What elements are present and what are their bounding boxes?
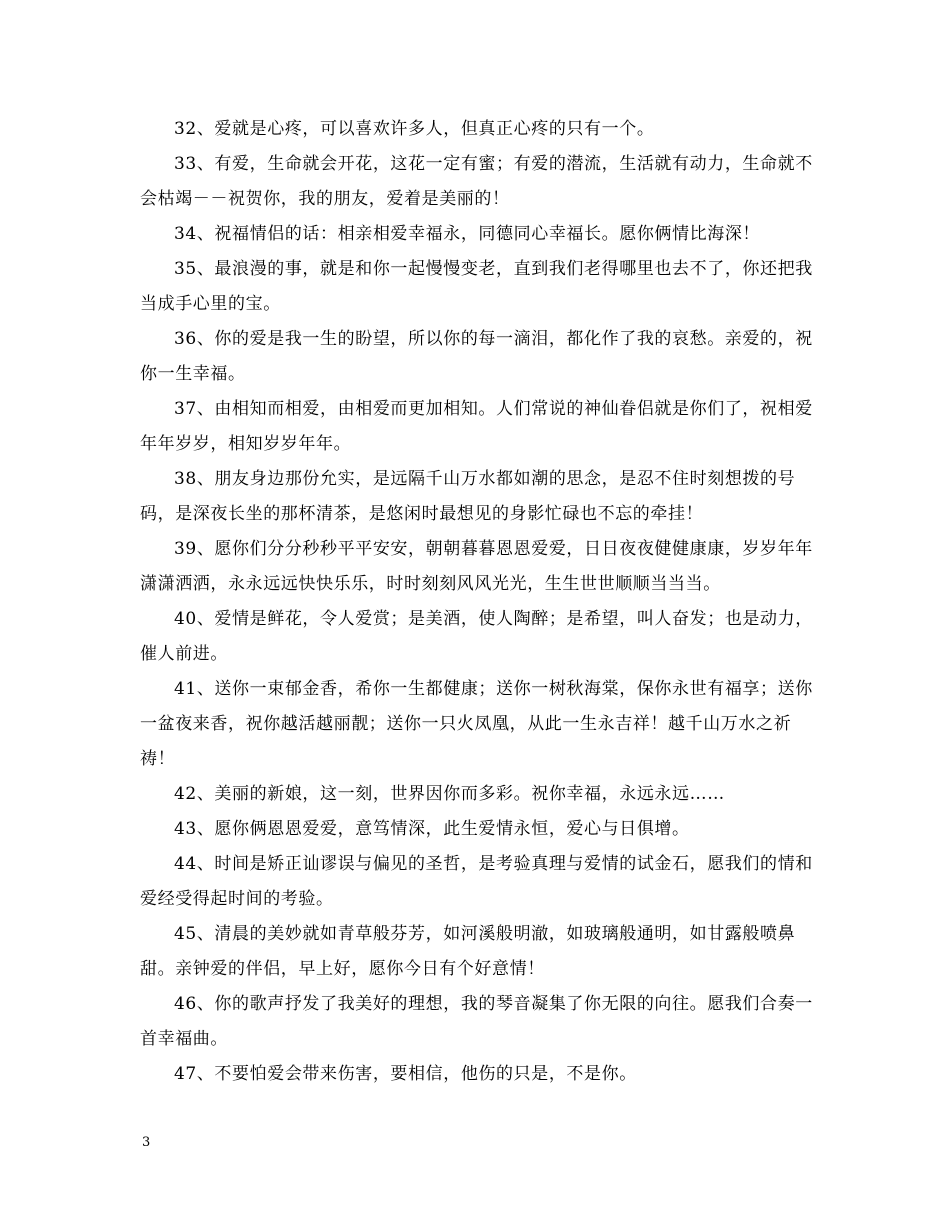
paragraph-45: 45、清晨的美妙就如青草般芬芳，如河溪般明澈，如玻璃般通明，如甘露般喷鼻甜。亲钟爱的伴侣，早上好，愿你今日有个好意情！ (140, 924, 796, 979)
page-number: 3 (142, 1135, 151, 1150)
paragraph-38: 38、朋友身边那份允实，是远隔千山万水都如潮的思念，是忍不住时刻想拨的号码，是深夜长坐的那杯清茶，是悠闲时最想见的身影忙碌也不忘的牵挂！ (140, 469, 796, 524)
paragraph-36: 36、你的爱是我一生的盼望，所以你的每一滴泪，都化作了我的哀愁。亲爱的，祝你一生幸福。 (140, 329, 813, 384)
paragraph-40: 40、爱情是鲜花，令人爱赏；是美酒，使人陶醉；是希望，叫人奋发；也是动力，催人前进。 (140, 609, 813, 664)
paragraph-39: 39、愿你们分分秒秒平平安安，朝朝暮暮恩恩爱爱，日日夜夜健健康康，岁岁年年潇潇洒洒，永永远远快快乐乐，时时刻刻风风光光，生生世世顺顺当当当。 (140, 539, 813, 594)
paragraph-43: 43、愿你俩恩恩爱爱，意笃情深，此生爱情永恒，爱心与日俱增。 (174, 819, 690, 839)
page-body (140, 112, 820, 1092)
paragraph-47: 47、不要怕爱会带来伤害，要相信，他伤的只是，不是你。 (174, 1064, 637, 1084)
paragraph-34: 34、祝福情侣的话：相亲相爱幸福永，同德同心幸福长。愿你俩情比海深！ (174, 224, 761, 244)
paragraph-33: 33、有爱，生命就会开花，这花一定有蜜；有爱的潜流，生活就有动力，生命就不会枯竭－－祝贺你，我的朋友，爱着是美丽的！ (140, 154, 813, 209)
paragraph-42: 42、美丽的新娘，这一刻，世界因你而多彩。祝你幸福，永远永远…… (174, 784, 725, 804)
paragraph-44: 44、时间是矫正讪谬误与偏见的圣哲，是考验真理与爱情的试金石，愿我们的情和爱经受得起时间的考验。 (140, 854, 813, 909)
paragraph-41: 41、送你一束郁金香，希你一生都健康；送你一树秋海棠，保你永世有福享；送你一盆夜来香，祝你越活越丽靓；送你一只火凤凰，从此一生永吉祥！越千山万水之祈祷！ (140, 679, 813, 769)
paragraph-46: 46、你的歌声抒发了我美好的理想，我的琴音凝集了你无限的向往。愿我们合奏一首幸福曲。 (140, 994, 813, 1049)
paragraph-35: 35、最浪漫的事，就是和你一起慢慢变老，直到我们老得哪里也去不了，你还把我当成手心里的宝。 (140, 259, 813, 314)
paragraph-32: 32、爱就是心疼，可以喜欢许多人，但真正心疼的只有一个。 (174, 119, 655, 139)
paragraph-37: 37、由相知而相爱，由相爱而更加相知。人们常说的神仙眷侣就是你们了，祝相爱年年岁岁，相知岁岁年年。 (140, 399, 813, 454)
